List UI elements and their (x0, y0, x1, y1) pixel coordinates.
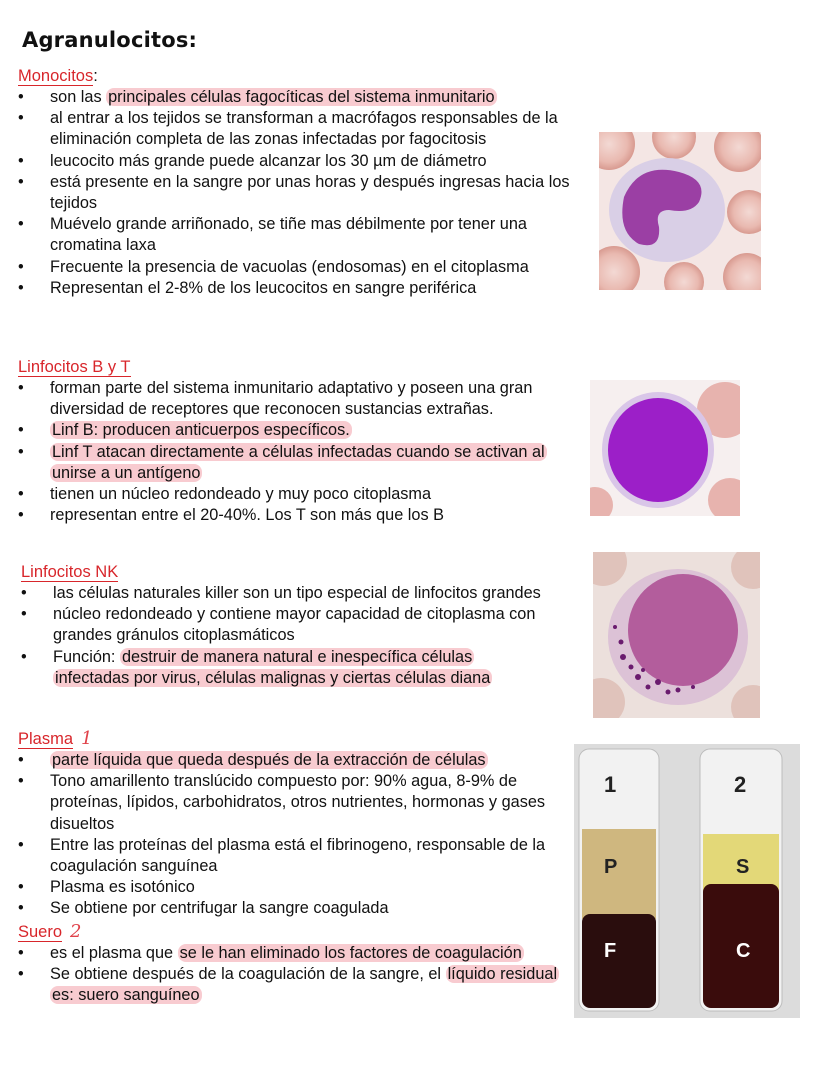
highlighted-text: parte líquida que queda después de la extracción de células (52, 751, 486, 769)
item-text: está presente en la sangre por unas horas y después ingresas hacia los tejidos (50, 172, 570, 213)
list-item (18, 877, 558, 898)
item-text: Se obtiene después de la coagulación de la sangre, el (50, 965, 446, 984)
list-item (21, 604, 541, 646)
section-heading: Monocitos: (18, 67, 98, 85)
section-linfocitos-bt (18, 357, 558, 526)
list-item (18, 964, 558, 1006)
section-plasma (18, 728, 558, 920)
item-text: las células naturales killer son un tipo especial de linfocitos grandes (53, 584, 541, 602)
list-item (18, 257, 578, 278)
item-text: Se obtiene por centrifugar la sangre coagulada (50, 899, 389, 918)
list-item (21, 647, 541, 689)
list-item (18, 151, 578, 172)
item-text: son las (50, 88, 107, 106)
item-text: núcleo redondeado y contiene mayor capacidad de citoplasma con grandes gránulos citoplasmáticos (53, 605, 536, 645)
item-text: leucocito más grande puede alcanzar los 30 µm de diámetro (50, 151, 487, 170)
list-item (18, 172, 578, 214)
label-f: F (604, 940, 617, 962)
list-item (18, 943, 558, 964)
list-item (18, 108, 578, 150)
item-text: Plasma es isotónico (50, 878, 195, 897)
section-heading: Plasma 1 (18, 728, 93, 749)
list-item (21, 583, 541, 604)
list-item (18, 750, 558, 771)
list-item (18, 214, 578, 256)
page-title: Agranulocitos: (22, 28, 198, 52)
bullet-list (18, 750, 558, 920)
item-text: Frecuente la presencia de vacuolas (endosomas) en el citoplasma (50, 257, 529, 276)
test-tubes-image (574, 744, 800, 1018)
item-text: Función: (53, 647, 120, 666)
item-text: tienen un núcleo redondeado y muy poco citoplasma (50, 485, 432, 504)
label-p: P (604, 856, 618, 878)
section-heading: Suero 2 (18, 921, 82, 942)
list-item (18, 87, 578, 108)
list-item (18, 278, 578, 299)
list-item (18, 484, 558, 505)
highlighted-text: líquido residual es: suero sanguíneo (52, 965, 558, 1005)
list-item (18, 378, 558, 420)
item-text: Tono amarillento translúcido compuesto por: 90% agua, 8-9% de proteínas, lípidos, carbohidratos, otros nutrientes, hormonas y gases disueltos (50, 772, 546, 833)
highlighted-text: Linf T atacan directamente a células infectadas cuando se activan al unirse a un antígeno (52, 442, 545, 482)
item-text: es el plasma que (50, 944, 178, 962)
section-monocitos (18, 66, 578, 299)
item-text: Representan el 2-8% de los leucocitos en sangre periférica (50, 278, 477, 297)
section-heading: Linfocitos B y T (18, 358, 131, 376)
item-text: Entre las proteínas del plasma está el fibrinogeno, responsable de la coagulación sanguínea (50, 835, 546, 876)
bullet-list (18, 943, 558, 1007)
label-s: S (736, 856, 750, 878)
highlighted-text: Linf B: producen anticuerpos específicos. (52, 421, 350, 440)
tube-label-1: 1 (604, 772, 617, 797)
label-c: C (736, 940, 751, 962)
monocyte-image (599, 132, 761, 290)
item-text: al entrar a los tejidos se transforman a macrófagos responsables de la eliminación completa de las zonas infectadas por fagocitosis (50, 109, 558, 149)
list-item (18, 420, 558, 441)
list-item (18, 898, 558, 919)
section-linfocitos-nk (21, 562, 541, 689)
highlighted-text: destruir de manera natural e inespecífica células infectadas por virus, células malignas y ciertas células diana (55, 647, 491, 687)
handwritten-mark: 1 (81, 728, 93, 749)
list-item (18, 442, 558, 484)
bullet-list (21, 583, 541, 689)
item-text: representan entre el 20-40%. Los T son más que los B (50, 506, 445, 525)
highlighted-text: se le han eliminado los factores de coagulación (179, 944, 522, 962)
item-text: Muévelo grande arriñonado, se tiñe mas débilmente por tener una cromatina laxa (50, 215, 527, 255)
lymphocyte-image (590, 380, 740, 516)
item-text: forman parte del sistema inmunitario adaptativo y poseen una gran diversidad de receptores que reconocen sustancias extrañas. (50, 379, 533, 419)
list-item (18, 771, 558, 835)
section-suero (18, 921, 558, 1007)
nk-cell-image (593, 552, 760, 718)
bullet-list (18, 378, 558, 526)
list-item (18, 835, 558, 877)
bullet-list (18, 87, 578, 299)
tube-label-2: 2 (734, 772, 747, 797)
handwritten-mark: 2 (70, 921, 82, 942)
highlighted-text: principales células fagocíticas del sistema inmunitario (108, 88, 495, 106)
list-item (18, 505, 558, 526)
section-heading: Linfocitos NK (21, 563, 119, 581)
